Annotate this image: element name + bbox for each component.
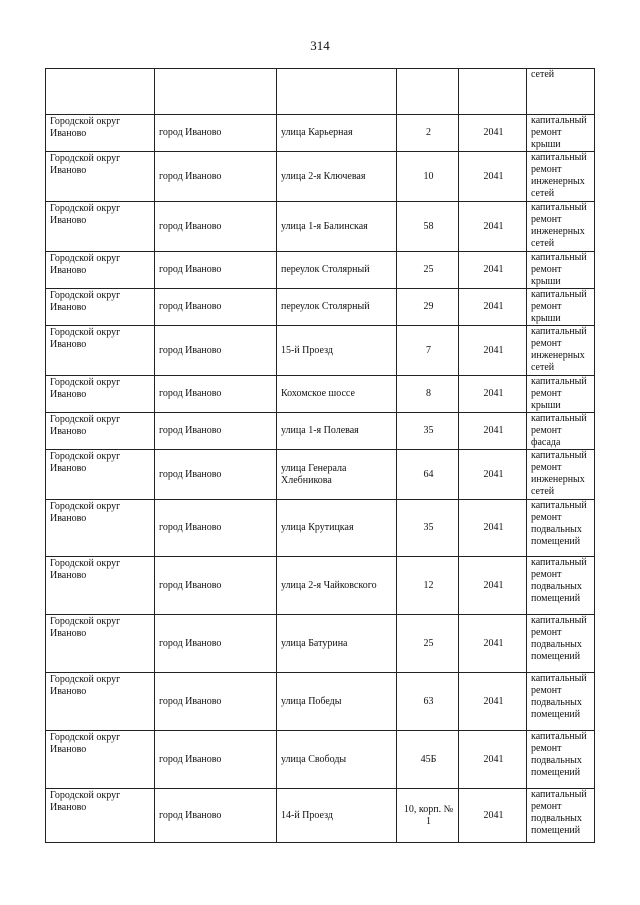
work-type-cell: капитальный ремонт подвальных помещений [527, 731, 595, 789]
year-cell: 2041 [459, 152, 527, 202]
city-cell: город Иваново [155, 450, 277, 500]
municipality-cell: Городской округ Иваново [46, 376, 155, 413]
municipality-cell: Городской округ Иваново [46, 450, 155, 500]
city-cell: город Иваново [155, 557, 277, 615]
year-cell: 2041 [459, 289, 527, 326]
street-cell: улица Карьерная [277, 115, 397, 152]
year-cell: 2041 [459, 557, 527, 615]
municipality-cell: Городской округ Иваново [46, 202, 155, 252]
year-cell: 2041 [459, 673, 527, 731]
table-row [46, 289, 595, 326]
table-row [46, 789, 595, 843]
street-cell: переулок Столярный [277, 252, 397, 289]
table-row [46, 557, 595, 615]
street-cell: улица 1-я Балинская [277, 202, 397, 252]
municipality-cell: Городской округ Иваново [46, 115, 155, 152]
city-cell: город Иваново [155, 789, 277, 843]
street-cell: улица Победы [277, 673, 397, 731]
year-cell: 2041 [459, 115, 527, 152]
table-row [46, 500, 595, 557]
street-cell: улица Крутицкая [277, 500, 397, 557]
municipality-cell: Городской округ Иваново [46, 413, 155, 450]
municipality-cell [46, 69, 155, 115]
house-number-cell: 12 [397, 557, 459, 615]
work-type-cell: капитальный ремонт крыши [527, 252, 595, 289]
house-number-cell: 2 [397, 115, 459, 152]
table-row [46, 326, 595, 376]
work-type-cell: сетей [527, 69, 595, 115]
street-cell: улица Свободы [277, 731, 397, 789]
municipality-cell: Городской округ Иваново [46, 731, 155, 789]
municipality-cell: Городской округ Иваново [46, 557, 155, 615]
house-number-cell: 7 [397, 326, 459, 376]
year-cell: 2041 [459, 789, 527, 843]
street-cell: улица 1-я Полевая [277, 413, 397, 450]
year-cell: 2041 [459, 202, 527, 252]
work-type-cell: капитальный ремонт инженерных сетей [527, 326, 595, 376]
city-cell: город Иваново [155, 252, 277, 289]
house-number-cell: 64 [397, 450, 459, 500]
city-cell: город Иваново [155, 326, 277, 376]
house-number-cell: 25 [397, 252, 459, 289]
year-cell: 2041 [459, 413, 527, 450]
house-number-cell: 8 [397, 376, 459, 413]
work-type-cell: капитальный ремонт инженерных сетей [527, 450, 595, 500]
house-number-cell: 35 [397, 413, 459, 450]
table-row [46, 450, 595, 500]
city-cell: город Иваново [155, 115, 277, 152]
street-cell: улица Батурина [277, 615, 397, 673]
house-number-cell: 29 [397, 289, 459, 326]
street-cell [277, 69, 397, 115]
municipality-cell: Городской округ Иваново [46, 673, 155, 731]
table-row [46, 115, 595, 152]
table-row [46, 413, 595, 450]
year-cell: 2041 [459, 326, 527, 376]
city-cell: город Иваново [155, 202, 277, 252]
house-number-cell: 10, корп. № 1 [397, 789, 459, 843]
work-type-cell: капитальный ремонт крыши [527, 376, 595, 413]
municipality-cell: Городской округ Иваново [46, 789, 155, 843]
street-cell: Кохомское шоссе [277, 376, 397, 413]
city-cell: город Иваново [155, 731, 277, 789]
work-type-cell: капитальный ремонт подвальных помещений [527, 673, 595, 731]
city-cell: город Иваново [155, 500, 277, 557]
house-number-cell: 63 [397, 673, 459, 731]
repair-schedule-table [45, 68, 595, 843]
municipality-cell: Городской округ Иваново [46, 500, 155, 557]
table-row [46, 69, 595, 115]
street-cell: 14-й Проезд [277, 789, 397, 843]
house-number-cell: 35 [397, 500, 459, 557]
house-number-cell: 45Б [397, 731, 459, 789]
year-cell: 2041 [459, 252, 527, 289]
city-cell: город Иваново [155, 152, 277, 202]
year-cell: 2041 [459, 615, 527, 673]
house-number-cell: 10 [397, 152, 459, 202]
city-cell: город Иваново [155, 615, 277, 673]
street-cell: переулок Столярный [277, 289, 397, 326]
municipality-cell: Городской округ Иваново [46, 615, 155, 673]
work-type-cell: капитальный ремонт крыши [527, 289, 595, 326]
year-cell: 2041 [459, 500, 527, 557]
work-type-cell: капитальный ремонт подвальных помещений [527, 789, 595, 843]
table-row [46, 673, 595, 731]
page-number: 314 [310, 38, 330, 53]
work-type-cell: капитальный ремонт подвальных помещений [527, 557, 595, 615]
year-cell: 2041 [459, 376, 527, 413]
city-cell: город Иваново [155, 673, 277, 731]
city-cell [155, 69, 277, 115]
work-type-cell: капитальный ремонт инженерных сетей [527, 202, 595, 252]
city-cell: город Иваново [155, 376, 277, 413]
municipality-cell: Городской округ Иваново [46, 252, 155, 289]
table-row [46, 152, 595, 202]
street-cell: улица 2-я Чайковского [277, 557, 397, 615]
municipality-cell: Городской округ Иваново [46, 152, 155, 202]
city-cell: город Иваново [155, 413, 277, 450]
table-row [46, 252, 595, 289]
street-cell: улица 2-я Ключевая [277, 152, 397, 202]
table-body [46, 69, 595, 843]
street-cell: 15-й Проезд [277, 326, 397, 376]
work-type-cell: капитальный ремонт фасада [527, 413, 595, 450]
work-type-cell: капитальный ремонт крыши [527, 115, 595, 152]
year-cell: 2041 [459, 450, 527, 500]
work-type-cell: капитальный ремонт инженерных сетей [527, 152, 595, 202]
table-row [46, 615, 595, 673]
work-type-cell: капитальный ремонт подвальных помещений [527, 500, 595, 557]
table-row [46, 731, 595, 789]
city-cell: город Иваново [155, 289, 277, 326]
table-row [46, 202, 595, 252]
year-cell: 2041 [459, 731, 527, 789]
street-cell: улица Генерала Хлебникова [277, 450, 397, 500]
house-number-cell: 25 [397, 615, 459, 673]
municipality-cell: Городской округ Иваново [46, 326, 155, 376]
house-number-cell: 58 [397, 202, 459, 252]
municipality-cell: Городской округ Иваново [46, 289, 155, 326]
work-type-cell: капитальный ремонт подвальных помещений [527, 615, 595, 673]
year-cell [459, 69, 527, 115]
house-number-cell [397, 69, 459, 115]
table-row [46, 376, 595, 413]
